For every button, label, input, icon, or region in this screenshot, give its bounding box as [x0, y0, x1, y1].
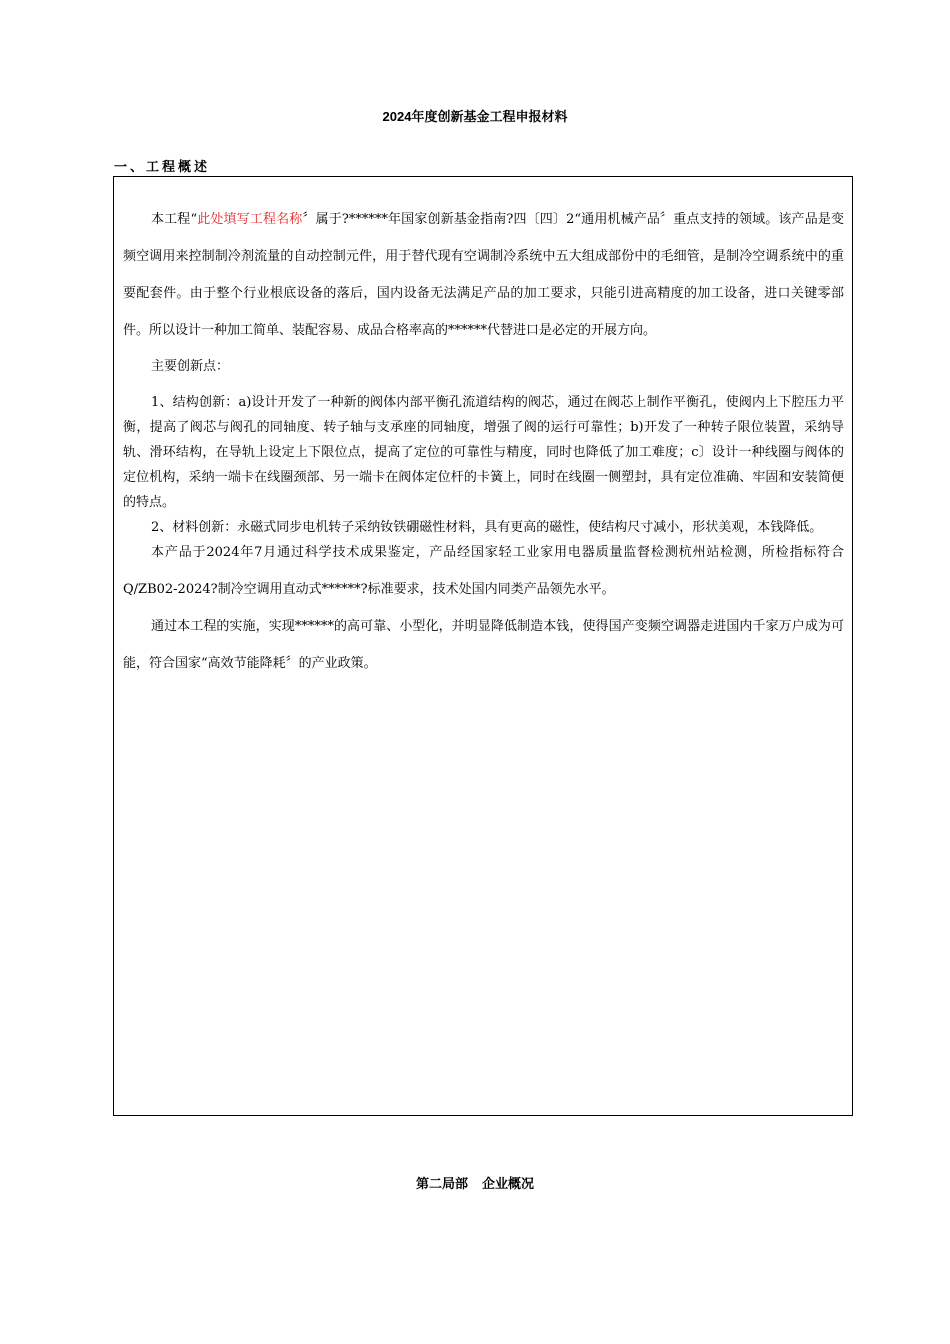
intro-text-start: 本工程“: [151, 212, 198, 227]
part-two-label: 第二局部: [415, 1176, 468, 1191]
paragraph-innovations-heading: 主要创新点：: [151, 359, 230, 374]
intro-text-rest: 〞属于?******年国家创新基金指南?四〔四〕2“通用机械产品〞重点支持的领域。该产品是变频空调用来控制制冷剂流量的自动控制元件，用于替代现有空调制冷系统中五大组成部份中的毛细管，是制冷空调系统中的重要配套件。由于整个行业根底设备的落后，国内设备无法满足产品的加工要求，只能引进高精度的加工设备，进口关键零部件。所以设计一种加工简单、装配容易、成品合格率高的******代替进口是必定的开展方向。: [123, 212, 845, 338]
project-name-placeholder: 此处填写工程名称: [197, 212, 303, 227]
part-two-title: [0, 1173, 950, 1192]
paragraph-material-innovation: 2、材料创新：永磁式同步电机转子采纳钕铁硼磁性材料，具有更高的磁性，使结构尺寸减小，形状美观，本钱降低。: [151, 520, 823, 535]
paragraph-intro: [123, 201, 844, 349]
paragraph-appraisal: 本产品于2024年7月通过科学技术成果鉴定，产品经国家轻工业家用电器质量监督检测杭州站检测，所检指标符合Q/ZB02-2024?制冷空调用直动式******?标准要求，技术处国内同类产品领先水平。: [123, 545, 844, 597]
overview-content-box: [113, 176, 853, 1116]
paragraph-structure-innovation: 1、结构创新：a)设计开发了一种新的阀体内部平衡孔流道结构的阀芯，通过在阀芯上制作平衡孔，使阀内上下腔压力平衡，提高了阀芯与阀孔的同轴度、转子轴与支承座的同轴度，增强了阀的运行可靠性；b)开发了一种转子限位装置，采纳导轨、滑环结构，在导轨上设定上下限位点，提高了定位的可靠性与精度，同时也降低了加工难度；c〕设计一种线圈与阀体的定位机构，采纳一端卡在线圈颈部、另一端卡在阀体定位杆的卡簧上，同时在线圈一侧塑封，具有定位准确、牢固和安装简便的特点。: [123, 395, 844, 510]
paragraph-conclusion: 通过本工程的实施，实现******的高可靠、小型化，并明显降低制造本钱，使得国产变频空调器走进国内千家万户成为可能，符合国家“高效节能降耗〞的产业政策。: [123, 619, 844, 671]
section-heading-overview: 一、工程概述: [114, 159, 211, 174]
document-title: 2024年度创新基金工程申报材料: [382, 109, 568, 124]
part-two-name: 企业概况: [482, 1176, 535, 1191]
